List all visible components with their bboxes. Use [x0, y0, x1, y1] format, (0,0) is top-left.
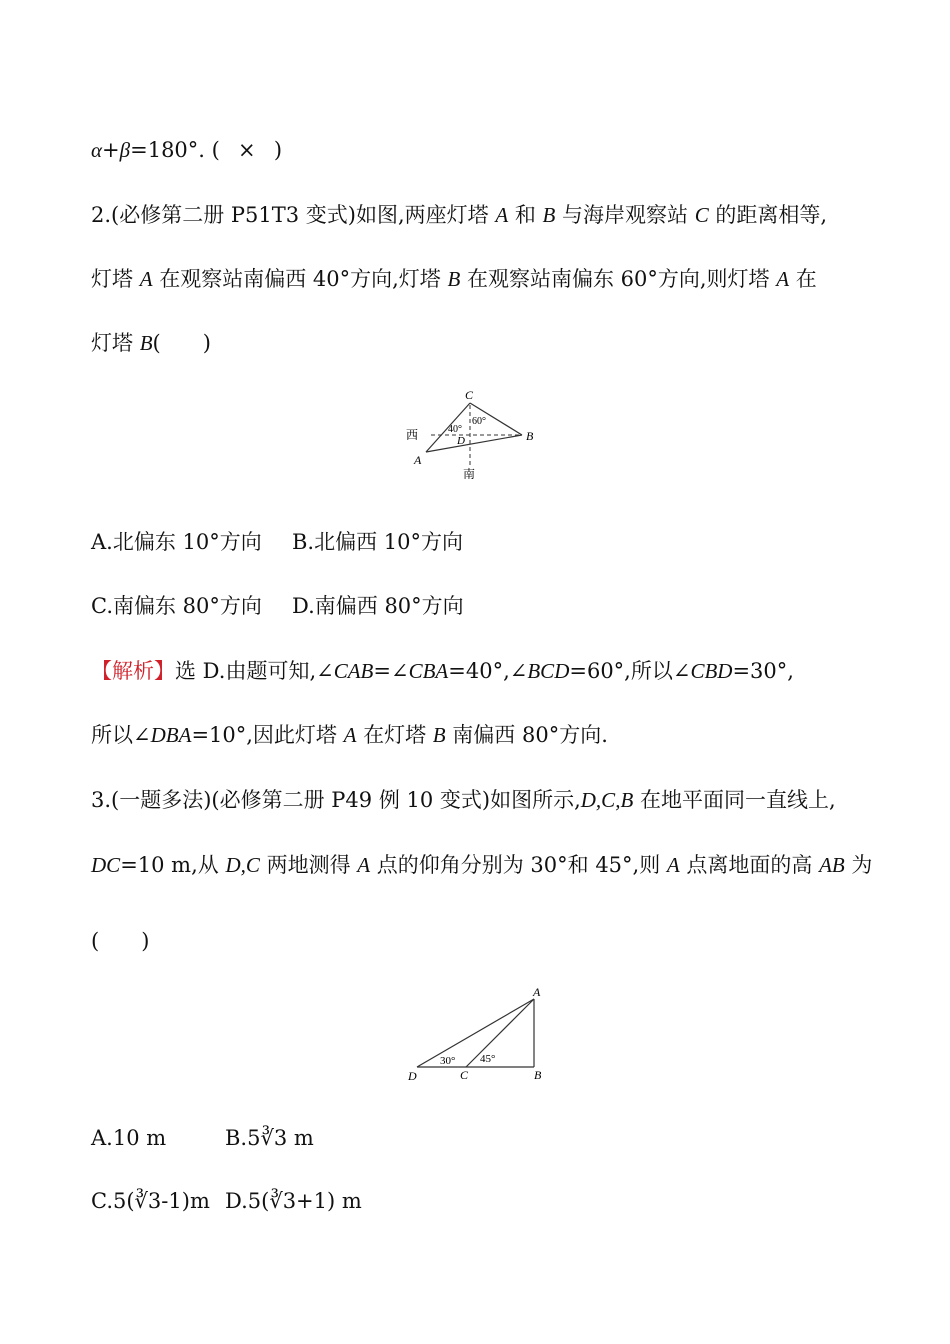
- analysis-label: 【解析】: [91, 659, 175, 683]
- q3-option-a[interactable]: A.10 m: [91, 1126, 167, 1150]
- label-south: 南: [463, 467, 476, 481]
- label-b: B: [534, 1068, 542, 1082]
- q3-line1: 3.(一题多法)(必修第二册 P49 例 10 变式)如图所示,D,C,B 在地平面同一直线上,: [91, 788, 836, 812]
- q2-option-d[interactable]: D.南偏西 80°方向: [292, 594, 464, 618]
- q3-option-c[interactable]: C.5(∛3-1)m: [91, 1189, 210, 1213]
- q2-analysis-line2: 所以∠DBA=10°,因此灯塔 A 在灯塔 B 南偏西 80°方向.: [91, 723, 608, 747]
- q2-option-c[interactable]: C.南偏东 80°方向: [91, 594, 262, 618]
- q2-figure: [400, 385, 550, 485]
- label-c: C: [465, 388, 474, 402]
- label-west: 西: [406, 428, 419, 442]
- label-a: A: [533, 985, 541, 999]
- q3-option-b[interactable]: B.5∛3 m: [225, 1126, 314, 1150]
- q2-line2: 灯塔 A 在观察站南偏西 40°方向,灯塔 B 在观察站南偏东 60°方向,则灯塔 A 在: [91, 267, 817, 291]
- side-ab: [426, 435, 522, 452]
- q3-line2: DC=10 m,从 D,C 两地测得 A 点的仰角分别为 30°和 45°,则 A 点离地面的高 AB 为: [91, 853, 873, 877]
- q3-option-d[interactable]: D.5(∛3+1) m: [225, 1189, 362, 1213]
- q2-analysis-line1: 【解析】选 D.由题可知,∠CAB=∠CBA=40°,∠BCD=60°,所以∠CBD=30°,: [91, 659, 794, 683]
- q2-option-a[interactable]: A.北偏东 10°方向: [91, 530, 262, 554]
- q3-figure: [400, 982, 560, 1086]
- angle-45: 45°: [480, 1053, 496, 1065]
- q2-line1: 2.(必修第二册 P51T3 变式)如图,两座灯塔 A 和 B 与海岸观察站 C 的距离相等,: [91, 203, 828, 227]
- q2-line3: 灯塔 B( ): [91, 331, 211, 355]
- label-a: A: [414, 453, 422, 467]
- label-c: C: [460, 1068, 469, 1082]
- label-d: D: [457, 435, 465, 447]
- q2-option-b[interactable]: B.北偏西 10°方向: [292, 530, 464, 554]
- label-d: D: [408, 1069, 417, 1083]
- angle-30: 30°: [440, 1055, 456, 1067]
- q3-line3: ( ): [91, 929, 150, 953]
- angle-60: 60°: [472, 416, 486, 427]
- answer-line: α+β=180°. ( × ): [91, 138, 283, 162]
- angle-40: 40°: [448, 424, 462, 435]
- label-b: B: [526, 429, 534, 443]
